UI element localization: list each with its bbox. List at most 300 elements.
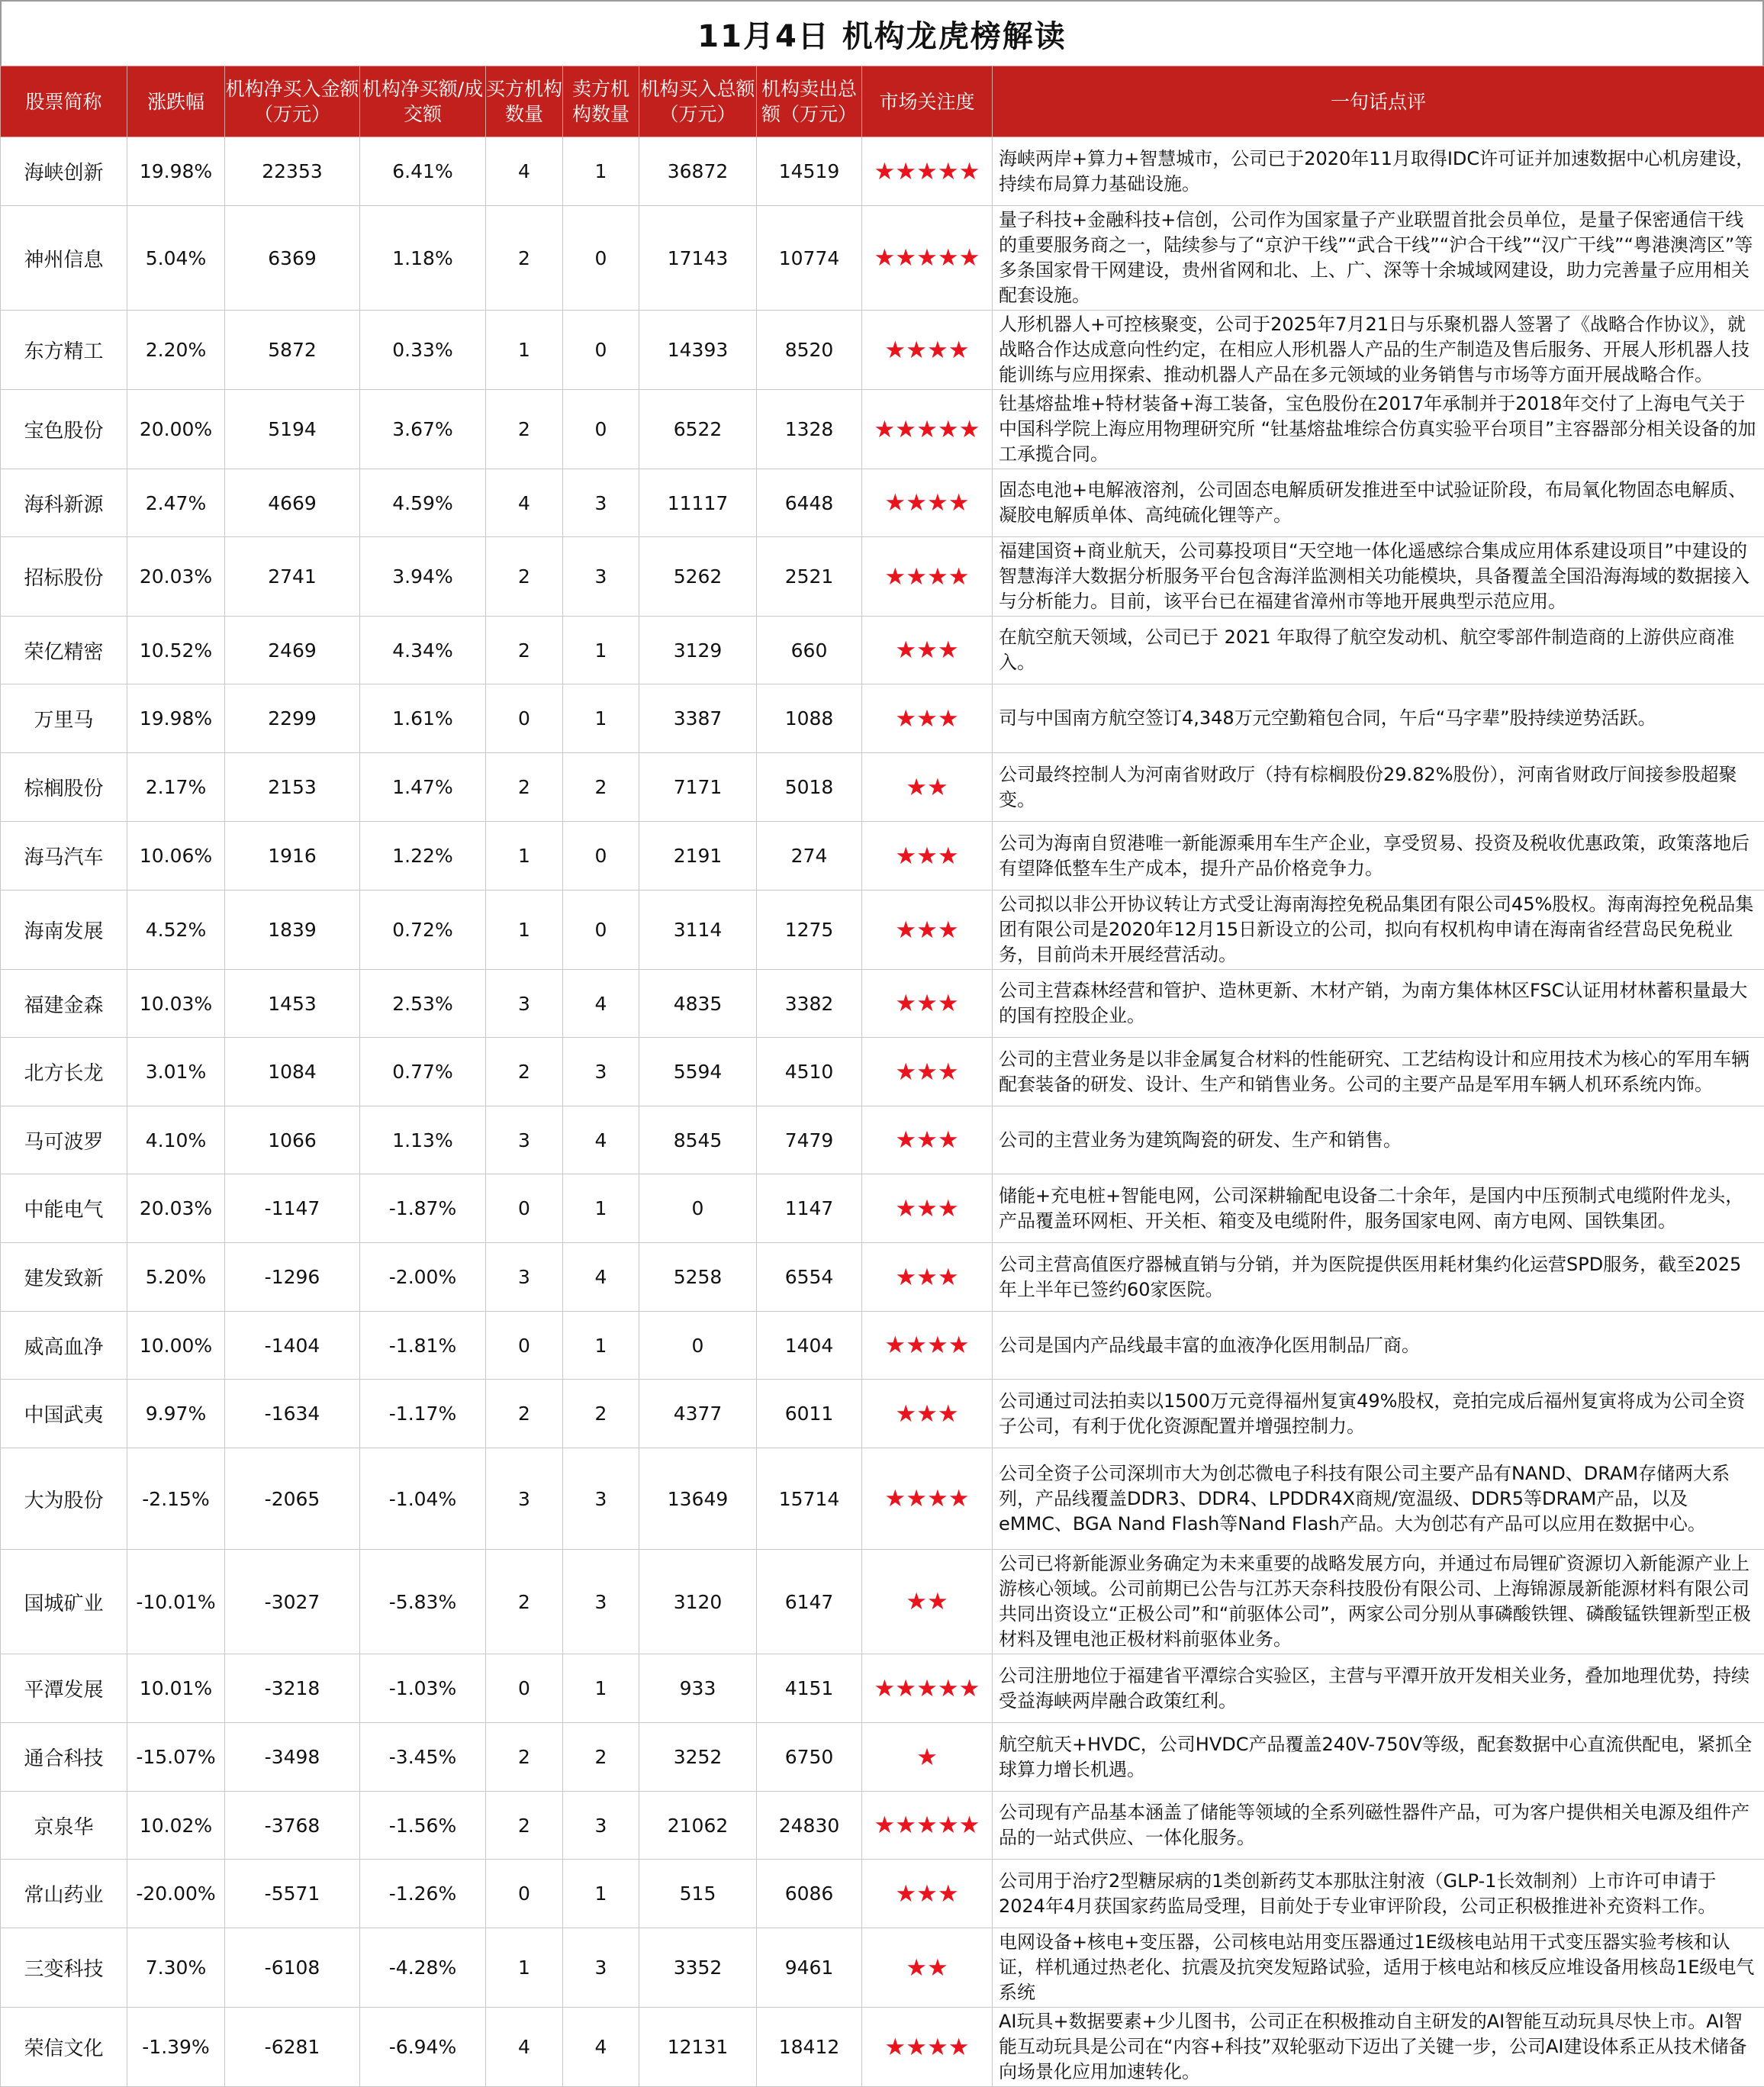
stock-name-cell: 海科新源 xyxy=(1,469,127,537)
net-ratio-cell: 1.13% xyxy=(360,1106,486,1174)
sell-total-cell: 1147 xyxy=(757,1174,862,1243)
comment-cell: 公司的主营业务为建筑陶瓷的研发、生产和销售。 xyxy=(993,1106,1764,1174)
buy-total-cell: 6522 xyxy=(639,390,757,469)
sellers-cell: 0 xyxy=(563,390,639,469)
attention-stars: ★★★ xyxy=(862,617,993,684)
buyers-cell: 0 xyxy=(486,1174,563,1243)
table-row xyxy=(1,1380,1764,1448)
buy-total-cell: 5258 xyxy=(639,1243,757,1312)
buy-total-cell: 8545 xyxy=(639,1106,757,1174)
change-cell: 10.01% xyxy=(127,1654,225,1723)
buyers-cell: 0 xyxy=(486,1860,563,1928)
table-row xyxy=(1,1860,1764,1928)
table-row xyxy=(1,311,1764,390)
sell-total-cell: 6011 xyxy=(757,1380,862,1448)
net-ratio-cell: 2.53% xyxy=(360,970,486,1038)
sellers-cell: 2 xyxy=(563,1380,639,1448)
sell-total-cell: 1328 xyxy=(757,390,862,469)
comment-cell: 公司主营森林经营和管护、造林更新、木材产销，为南方集体林区FSC认证用材林蓄积量最大的国有控股企业。 xyxy=(993,970,1764,1038)
buyers-cell: 2 xyxy=(486,617,563,684)
net-buy-cell: 5872 xyxy=(225,311,360,390)
sell-total-cell: 3382 xyxy=(757,970,862,1038)
header-buyers: 买方机构数量 xyxy=(486,66,563,137)
buy-total-cell: 4835 xyxy=(639,970,757,1038)
sell-total-cell: 6086 xyxy=(757,1860,862,1928)
buy-total-cell: 5262 xyxy=(639,537,757,617)
net-buy-cell: 1066 xyxy=(225,1106,360,1174)
change-cell: 10.00% xyxy=(127,1312,225,1380)
comment-cell: 公司最终控制人为河南省财政厅（持有棕榈股份29.82%股份），河南省财政厅间接参股超聚变。 xyxy=(993,753,1764,822)
buy-total-cell: 3387 xyxy=(639,684,757,753)
sell-total-cell: 7479 xyxy=(757,1106,862,1174)
stock-name-cell: 威高血净 xyxy=(1,1312,127,1380)
buy-total-cell: 0 xyxy=(639,1312,757,1380)
buyers-cell: 1 xyxy=(486,1928,563,2008)
table-row xyxy=(1,970,1764,1038)
table-row xyxy=(1,822,1764,891)
sellers-cell: 1 xyxy=(563,684,639,753)
comment-cell: 在航空航天领域，公司已于 2021 年取得了航空发动机、航空零部件制造商的上游供应商准入。 xyxy=(993,617,1764,684)
change-cell: 2.20% xyxy=(127,311,225,390)
comment-cell: 公司通过司法拍卖以1500万元竞得福州复寅49%股权，竞拍完成后福州复寅将成为公司全资子公司，有利于优化资源配置并增强控制力。 xyxy=(993,1380,1764,1448)
change-cell: 19.98% xyxy=(127,684,225,753)
change-cell: -10.01% xyxy=(127,1550,225,1654)
comment-cell: 司与中国南方航空签订4,348万元空勤箱包合同，午后“马字辈”股持续逆势活跃。 xyxy=(993,684,1764,753)
attention-stars: ★★★ xyxy=(862,684,993,753)
stock-name-cell: 海峡创新 xyxy=(1,137,127,206)
sell-total-cell: 1088 xyxy=(757,684,862,753)
sellers-cell: 1 xyxy=(563,1312,639,1380)
net-buy-cell: 1084 xyxy=(225,1038,360,1106)
change-cell: 9.97% xyxy=(127,1380,225,1448)
header-attention: 市场关注度 xyxy=(862,66,993,137)
table-row xyxy=(1,684,1764,753)
stock-name-cell: 北方长龙 xyxy=(1,1038,127,1106)
buyers-cell: 0 xyxy=(486,684,563,753)
buyers-cell: 2 xyxy=(486,206,563,311)
table-row xyxy=(1,753,1764,822)
buy-total-cell: 0 xyxy=(639,1174,757,1243)
comment-cell: 公司用于治疗2型糖尿病的1类创新药艾本那肽注射液（GLP-1长效制剂）上市许可申请于2024年4月获国家药监局受理，目前处于专业审评阶段，公司正积极推进补充资料工作。 xyxy=(993,1860,1764,1928)
buyers-cell: 2 xyxy=(486,537,563,617)
institution-table xyxy=(0,66,1764,2087)
net-buy-cell: -3218 xyxy=(225,1654,360,1723)
change-cell: 3.01% xyxy=(127,1038,225,1106)
stock-name-cell: 中能电气 xyxy=(1,1174,127,1243)
table-row xyxy=(1,1174,1764,1243)
table-row xyxy=(1,1243,1764,1312)
net-buy-cell: 1839 xyxy=(225,891,360,970)
sell-total-cell: 6147 xyxy=(757,1550,862,1654)
sell-total-cell: 1404 xyxy=(757,1312,862,1380)
comment-cell: 公司现有产品基本涵盖了储能等领域的全系列磁性器件产品，可为客户提供相关电源及组件产品的一站式供应、一体化服务。 xyxy=(993,1792,1764,1860)
sellers-cell: 3 xyxy=(563,537,639,617)
stock-name-cell: 马可波罗 xyxy=(1,1106,127,1174)
attention-stars: ★★★★ xyxy=(862,469,993,537)
table-row xyxy=(1,390,1764,469)
net-buy-cell: -6281 xyxy=(225,2008,360,2087)
sellers-cell: 0 xyxy=(563,822,639,891)
table-row xyxy=(1,206,1764,311)
buy-total-cell: 11117 xyxy=(639,469,757,537)
stock-name-cell: 平潭发展 xyxy=(1,1654,127,1723)
net-ratio-cell: -6.94% xyxy=(360,2008,486,2087)
net-buy-cell: 4669 xyxy=(225,469,360,537)
buy-total-cell: 14393 xyxy=(639,311,757,390)
attention-stars: ★★★ xyxy=(862,1038,993,1106)
buyers-cell: 0 xyxy=(486,1312,563,1380)
sellers-cell: 0 xyxy=(563,206,639,311)
comment-cell: 电网设备+核电+变压器，公司核电站用变压器通过1E级核电站用干式变压器实验考核和认证，样机通过热老化、抗震及抗突发短路试验，适用于核电站和核反应堆设备用核岛1E级电气系统 xyxy=(993,1928,1764,2008)
sellers-cell: 3 xyxy=(563,1792,639,1860)
net-ratio-cell: 1.22% xyxy=(360,822,486,891)
buy-total-cell: 5594 xyxy=(639,1038,757,1106)
change-cell: 2.17% xyxy=(127,753,225,822)
header-stock-name: 股票简称 xyxy=(1,66,127,137)
attention-stars: ★★ xyxy=(862,1550,993,1654)
table-row xyxy=(1,617,1764,684)
buyers-cell: 1 xyxy=(486,311,563,390)
attention-stars: ★★★★★ xyxy=(862,390,993,469)
table-row xyxy=(1,1654,1764,1723)
net-ratio-cell: 4.34% xyxy=(360,617,486,684)
change-cell: 2.47% xyxy=(127,469,225,537)
net-buy-cell: 6369 xyxy=(225,206,360,311)
net-ratio-cell: 1.18% xyxy=(360,206,486,311)
attention-stars: ★★★ xyxy=(862,822,993,891)
sell-total-cell: 10774 xyxy=(757,206,862,311)
table-row xyxy=(1,1038,1764,1106)
sellers-cell: 2 xyxy=(563,1723,639,1792)
change-cell: 4.10% xyxy=(127,1106,225,1174)
table-row xyxy=(1,1106,1764,1174)
stock-name-cell: 大为股份 xyxy=(1,1448,127,1550)
change-cell: 10.52% xyxy=(127,617,225,684)
buy-total-cell: 21062 xyxy=(639,1792,757,1860)
change-cell: 20.03% xyxy=(127,1174,225,1243)
sell-total-cell: 2521 xyxy=(757,537,862,617)
change-cell: 5.20% xyxy=(127,1243,225,1312)
attention-stars: ★★★★ xyxy=(862,2008,993,2087)
net-buy-cell: -6108 xyxy=(225,1928,360,2008)
stock-name-cell: 神州信息 xyxy=(1,206,127,311)
sell-total-cell: 4151 xyxy=(757,1654,862,1723)
net-buy-cell: -1404 xyxy=(225,1312,360,1380)
net-ratio-cell: -5.83% xyxy=(360,1550,486,1654)
comment-cell: 储能+充电桩+智能电网，公司深耕输配电设备二十余年，是国内中压预制式电缆附件龙头，产品覆盖环网柜、开关柜、箱变及电缆附件，服务国家电网、南方电网、国铁集团。 xyxy=(993,1174,1764,1243)
change-cell: 10.03% xyxy=(127,970,225,1038)
stock-name-cell: 国城矿业 xyxy=(1,1550,127,1654)
sell-total-cell: 274 xyxy=(757,822,862,891)
buyers-cell: 2 xyxy=(486,1723,563,1792)
table-row xyxy=(1,469,1764,537)
buy-total-cell: 3252 xyxy=(639,1723,757,1792)
comment-cell: 钍基熔盐堆+特材装备+海工装备，宝色股份在2017年承制并于2018年交付了上海电气关于中国科学院上海应用物理研究所 “钍基熔盐堆综合仿真实验平台项目”主容器部分相关设备的加工承揽合同。 xyxy=(993,390,1764,469)
change-cell: 10.02% xyxy=(127,1792,225,1860)
attention-stars: ★ xyxy=(862,1723,993,1792)
header-change: 涨跌幅 xyxy=(127,66,225,137)
net-ratio-cell: -2.00% xyxy=(360,1243,486,1312)
table-row xyxy=(1,891,1764,970)
buyers-cell: 3 xyxy=(486,1448,563,1550)
net-ratio-cell: -1.17% xyxy=(360,1380,486,1448)
comment-cell: 公司是国内产品线最丰富的血液净化医用制品厂商。 xyxy=(993,1312,1764,1380)
attention-stars: ★★★★★ xyxy=(862,137,993,206)
net-buy-cell: 22353 xyxy=(225,137,360,206)
comment-cell: 航空航天+HVDC，公司HVDC产品覆盖240V-750V等级，配套数据中心直流供配电，紧抓全球算力增长机遇。 xyxy=(993,1723,1764,1792)
sell-total-cell: 6554 xyxy=(757,1243,862,1312)
comment-cell: 公司拟以非公开协议转让方式受让海南海控免税品集团有限公司45%股权。海南海控免税品集团有限公司是2020年12月15日新设立的公司，拟向有权机构申请在海南省经营岛民免税业务，目前尚未开展经营活动。 xyxy=(993,891,1764,970)
table-body xyxy=(1,137,1764,2087)
table-row xyxy=(1,537,1764,617)
sell-total-cell: 24830 xyxy=(757,1792,862,1860)
net-ratio-cell: -4.28% xyxy=(360,1928,486,2008)
net-ratio-cell: -1.87% xyxy=(360,1174,486,1243)
comment-cell: 海峡两岸+算力+智慧城市，公司已于2020年11月取得IDC许可证并加速数据中心机房建设，持续布局算力基础设施。 xyxy=(993,137,1764,206)
sell-total-cell: 4510 xyxy=(757,1038,862,1106)
header-buy-total: 机构买入总额（万元） xyxy=(639,66,757,137)
comment-cell: 公司注册地位于福建省平潭综合实验区，主营与平潭开放开发相关业务，叠加地理优势，持续受益海峡两岸融合政策红利。 xyxy=(993,1654,1764,1723)
sell-total-cell: 6448 xyxy=(757,469,862,537)
table-row xyxy=(1,137,1764,206)
net-ratio-cell: -1.04% xyxy=(360,1448,486,1550)
buy-total-cell: 3352 xyxy=(639,1928,757,2008)
stock-name-cell: 福建金森 xyxy=(1,970,127,1038)
stock-name-cell: 京泉华 xyxy=(1,1792,127,1860)
change-cell: 10.06% xyxy=(127,822,225,891)
net-buy-cell: 2469 xyxy=(225,617,360,684)
sell-total-cell: 15714 xyxy=(757,1448,862,1550)
comment-cell: 公司的主营业务是以非金属复合材料的性能研究、工艺结构设计和应用技术为核心的军用车辆配套装备的研发、设计、生产和销售业务。公司的主要产品是军用车辆人机环系统内饰。 xyxy=(993,1038,1764,1106)
net-ratio-cell: -1.26% xyxy=(360,1860,486,1928)
net-buy-cell: 1916 xyxy=(225,822,360,891)
table-row xyxy=(1,1792,1764,1860)
buyers-cell: 0 xyxy=(486,1654,563,1723)
stock-name-cell: 常山药业 xyxy=(1,1860,127,1928)
attention-stars: ★★ xyxy=(862,1928,993,2008)
buy-total-cell: 515 xyxy=(639,1860,757,1928)
change-cell: -15.07% xyxy=(127,1723,225,1792)
sellers-cell: 1 xyxy=(563,1860,639,1928)
comment-cell: 固态电池+电解液溶剂，公司固态电解质研发推进至中试验证阶段，布局氧化物固态电解质、凝胶电解质单体、高纯硫化锂等产。 xyxy=(993,469,1764,537)
change-cell: 4.52% xyxy=(127,891,225,970)
header-net-buy: 机构净买入金额（万元） xyxy=(225,66,360,137)
net-buy-cell: -1634 xyxy=(225,1380,360,1448)
sell-total-cell: 14519 xyxy=(757,137,862,206)
comment-cell: 量子科技+金融科技+信创，公司作为国家量子产业联盟首批会员单位，是量子保密通信干线的重要服务商之一，陆续参与了“京沪干线”“武合干线”“沪合干线”“汉广干线”“粤港澳湾区”等多条国家骨干网建设，贵州省网和北、上、广、深等十余城域网建设，助力完善量子应用相关配套设施。 xyxy=(993,206,1764,311)
buyers-cell: 2 xyxy=(486,1550,563,1654)
change-cell: -20.00% xyxy=(127,1860,225,1928)
attention-stars: ★★★★ xyxy=(862,1448,993,1550)
table-row xyxy=(1,1448,1764,1550)
attention-stars: ★★★★ xyxy=(862,311,993,390)
buy-total-cell: 3120 xyxy=(639,1550,757,1654)
sellers-cell: 0 xyxy=(563,311,639,390)
buy-total-cell: 933 xyxy=(639,1654,757,1723)
net-ratio-cell: 6.41% xyxy=(360,137,486,206)
buy-total-cell: 12131 xyxy=(639,2008,757,2087)
sellers-cell: 4 xyxy=(563,1243,639,1312)
comment-cell: 公司为海南自贸港唯一新能源乘用车生产企业，享受贸易、投资及税收优惠政策，政策落地后有望降低整车生产成本，提升产品价格竞争力。 xyxy=(993,822,1764,891)
stock-name-cell: 建发致新 xyxy=(1,1243,127,1312)
attention-stars: ★★★ xyxy=(862,970,993,1038)
buyers-cell: 3 xyxy=(486,1243,563,1312)
table-row xyxy=(1,1550,1764,1654)
buy-total-cell: 7171 xyxy=(639,753,757,822)
stock-name-cell: 招标股份 xyxy=(1,537,127,617)
table-row xyxy=(1,2008,1764,2087)
change-cell: 20.00% xyxy=(127,390,225,469)
change-cell: -1.39% xyxy=(127,2008,225,2087)
net-ratio-cell: 0.33% xyxy=(360,311,486,390)
attention-stars: ★★★ xyxy=(862,1860,993,1928)
stock-name-cell: 三变科技 xyxy=(1,1928,127,2008)
buy-total-cell: 2191 xyxy=(639,822,757,891)
buyers-cell: 4 xyxy=(486,2008,563,2087)
sell-total-cell: 5018 xyxy=(757,753,862,822)
buyers-cell: 4 xyxy=(486,469,563,537)
net-ratio-cell: 0.72% xyxy=(360,891,486,970)
header-sellers: 卖方机构数量 xyxy=(563,66,639,137)
table-header-row xyxy=(1,66,1764,137)
sellers-cell: 3 xyxy=(563,1928,639,2008)
buyers-cell: 2 xyxy=(486,1038,563,1106)
attention-stars: ★★★★★ xyxy=(862,1792,993,1860)
buy-total-cell: 36872 xyxy=(639,137,757,206)
sell-total-cell: 660 xyxy=(757,617,862,684)
net-ratio-cell: -1.03% xyxy=(360,1654,486,1723)
buy-total-cell: 3114 xyxy=(639,891,757,970)
stock-name-cell: 棕榈股份 xyxy=(1,753,127,822)
net-ratio-cell: 1.47% xyxy=(360,753,486,822)
sellers-cell: 4 xyxy=(563,1106,639,1174)
sell-total-cell: 9461 xyxy=(757,1928,862,2008)
sellers-cell: 3 xyxy=(563,1550,639,1654)
sell-total-cell: 8520 xyxy=(757,311,862,390)
attention-stars: ★★★★★ xyxy=(862,1654,993,1723)
attention-stars: ★★★★ xyxy=(862,1312,993,1380)
net-ratio-cell: -1.81% xyxy=(360,1312,486,1380)
net-buy-cell: -2065 xyxy=(225,1448,360,1550)
net-buy-cell: 1453 xyxy=(225,970,360,1038)
stock-name-cell: 荣亿精密 xyxy=(1,617,127,684)
sellers-cell: 3 xyxy=(563,1448,639,1550)
net-ratio-cell: 1.61% xyxy=(360,684,486,753)
net-ratio-cell: 3.94% xyxy=(360,537,486,617)
net-ratio-cell: -1.56% xyxy=(360,1792,486,1860)
buyers-cell: 2 xyxy=(486,1380,563,1448)
net-buy-cell: -3027 xyxy=(225,1550,360,1654)
attention-stars: ★★ xyxy=(862,753,993,822)
comment-cell: 公司全资子公司深圳市大为创芯微电子科技有限公司主要产品有NAND、DRAM存储两大系列，产品线覆盖DDR3、DDR4、LPDDR4X商规/宽温级、DDR5等DRAM产品，以及eMMC、BGA Nand Flash等Nand Flash产品。大为创芯有产品可以应用在数据中心。 xyxy=(993,1448,1764,1550)
buyers-cell: 4 xyxy=(486,137,563,206)
sell-total-cell: 6750 xyxy=(757,1723,862,1792)
net-ratio-cell: 0.77% xyxy=(360,1038,486,1106)
stock-name-cell: 万里马 xyxy=(1,684,127,753)
stock-name-cell: 通合科技 xyxy=(1,1723,127,1792)
attention-stars: ★★★ xyxy=(862,1380,993,1448)
buyers-cell: 2 xyxy=(486,753,563,822)
sellers-cell: 3 xyxy=(563,469,639,537)
net-buy-cell: 2299 xyxy=(225,684,360,753)
stock-name-cell: 东方精工 xyxy=(1,311,127,390)
comment-cell: AI玩具+数据要素+少儿图书，公司正在积极推动自主研发的AI智能互动玩具尽快上市。AI智能互动玩具是公司在“内容+科技”双轮驱动下迈出了关键一步，公司AI建设体系正从技术储备向场景化应用加速转化。 xyxy=(993,2008,1764,2087)
sellers-cell: 1 xyxy=(563,1174,639,1243)
change-cell: 5.04% xyxy=(127,206,225,311)
net-buy-cell: 2741 xyxy=(225,537,360,617)
header-net-ratio: 机构净买额/成交额 xyxy=(360,66,486,137)
change-cell: 7.30% xyxy=(127,1928,225,2008)
sell-total-cell: 1275 xyxy=(757,891,862,970)
buy-total-cell: 3129 xyxy=(639,617,757,684)
change-cell: 19.98% xyxy=(127,137,225,206)
net-buy-cell: -3498 xyxy=(225,1723,360,1792)
net-buy-cell: 5194 xyxy=(225,390,360,469)
buyers-cell: 3 xyxy=(486,1106,563,1174)
net-buy-cell: -5571 xyxy=(225,1860,360,1928)
stock-name-cell: 海南发展 xyxy=(1,891,127,970)
net-buy-cell: -3768 xyxy=(225,1792,360,1860)
buyers-cell: 2 xyxy=(486,1792,563,1860)
stock-name-cell: 宝色股份 xyxy=(1,390,127,469)
sellers-cell: 1 xyxy=(563,617,639,684)
stock-name-cell: 海马汽车 xyxy=(1,822,127,891)
attention-stars: ★★★ xyxy=(862,891,993,970)
sellers-cell: 0 xyxy=(563,891,639,970)
comment-cell: 公司主营高值医疗器械直销与分销，并为医院提供医用耗材集约化运营SPD服务，截至2025年上半年已签约60家医院。 xyxy=(993,1243,1764,1312)
stock-name-cell: 荣信文化 xyxy=(1,2008,127,2087)
sellers-cell: 1 xyxy=(563,1654,639,1723)
buyers-cell: 2 xyxy=(486,390,563,469)
header-sell-total: 机构卖出总额（万元） xyxy=(757,66,862,137)
buy-total-cell: 13649 xyxy=(639,1448,757,1550)
attention-stars: ★★★ xyxy=(862,1174,993,1243)
net-buy-cell: -1147 xyxy=(225,1174,360,1243)
buy-total-cell: 4377 xyxy=(639,1380,757,1448)
attention-stars: ★★★★ xyxy=(862,537,993,617)
table-row xyxy=(1,1723,1764,1792)
buyers-cell: 3 xyxy=(486,970,563,1038)
net-ratio-cell: -3.45% xyxy=(360,1723,486,1792)
header-comment: 一句话点评 xyxy=(993,66,1764,137)
sellers-cell: 4 xyxy=(563,2008,639,2087)
comment-cell: 福建国资+商业航天，公司募投项目“天空地一体化遥感综合集成应用体系建设项目”中建设的智慧海洋大数据分析服务平台包含海洋监测相关功能模块，具备覆盖全国沿海海域的数据接入与分析能力。目前，该平台已在福建省漳州市等地开展典型示范应用。 xyxy=(993,537,1764,617)
sellers-cell: 3 xyxy=(563,1038,639,1106)
attention-stars: ★★★ xyxy=(862,1243,993,1312)
attention-stars: ★★★ xyxy=(862,1106,993,1174)
attention-stars: ★★★★★ xyxy=(862,206,993,311)
net-ratio-cell: 4.59% xyxy=(360,469,486,537)
buy-total-cell: 17143 xyxy=(639,206,757,311)
sellers-cell: 2 xyxy=(563,753,639,822)
comment-cell: 公司已将新能源业务确定为未来重要的战略发展方向，并通过布局锂矿资源切入新能源产业上游核心领域。公司前期已公告与江苏天奈科技股份有限公司、上海锦源晟新能源材料有限公司共同出资设立“正极公司”和“前驱体公司”，两家公司分别从事磷酸铁锂、磷酸锰铁锂新型正极材料及锂电池正极材料前驱体业务。 xyxy=(993,1550,1764,1654)
buyers-cell: 1 xyxy=(486,822,563,891)
sellers-cell: 1 xyxy=(563,137,639,206)
net-buy-cell: -1296 xyxy=(225,1243,360,1312)
page-title: 11月4日 机构龙虎榜解读 xyxy=(0,0,1764,66)
comment-cell: 人形机器人+可控核聚变，公司于2025年7月21日与乐聚机器人签署了《战略合作协议》，就战略合作达成意向性约定，在相应人形机器人产品的生产制造及售后服务、开展人形机器人技能训练与应用探索、推动机器人产品在多元领域的业务销售与市场等方面开展战略合作。 xyxy=(993,311,1764,390)
sellers-cell: 4 xyxy=(563,970,639,1038)
buyers-cell: 1 xyxy=(486,891,563,970)
table-row xyxy=(1,1312,1764,1380)
change-cell: -2.15% xyxy=(127,1448,225,1550)
change-cell: 20.03% xyxy=(127,537,225,617)
sell-total-cell: 18412 xyxy=(757,2008,862,2087)
stock-name-cell: 中国武夷 xyxy=(1,1380,127,1448)
net-ratio-cell: 3.67% xyxy=(360,390,486,469)
table-row xyxy=(1,1928,1764,2008)
net-buy-cell: 2153 xyxy=(225,753,360,822)
